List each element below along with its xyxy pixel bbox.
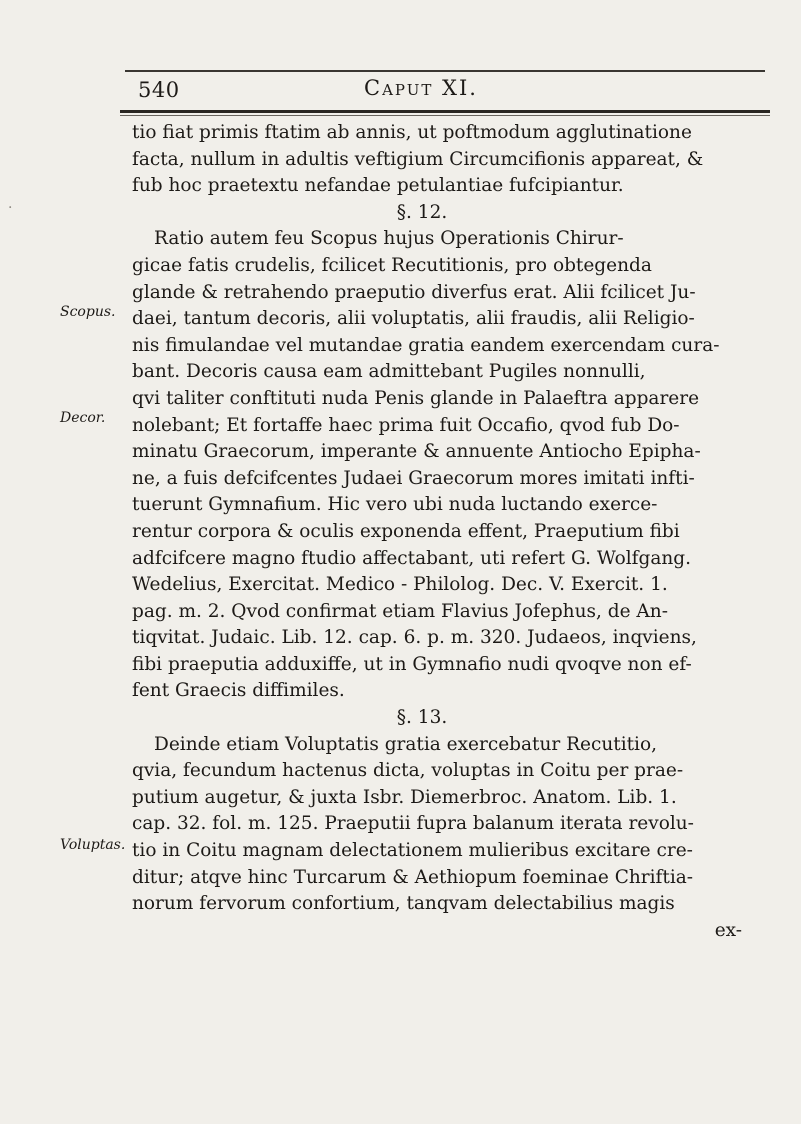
margin-note-decor: Decor. bbox=[60, 410, 106, 426]
text-line: facta, nullum in adultis veftigium Circumcifionis appareat, & bbox=[132, 148, 704, 170]
text-line: cap. 32. fol. m. 125. Praeputii fupra balanum iterata revolu- bbox=[132, 813, 694, 835]
text-line: putium augetur, & juxta Isbr. Diemerbroc. Anatom. Lib. 1. bbox=[132, 786, 677, 808]
text-line: tio fiat primis ftatim ab annis, ut poftmodum agglutinatione bbox=[132, 122, 692, 143]
text-line: tio in Coitu magnam delectationem mulieribus excitare cre- bbox=[132, 840, 693, 862]
edge-mark: · bbox=[8, 200, 13, 216]
body-text bbox=[132, 120, 772, 944]
top-rule bbox=[125, 70, 765, 72]
text-line: bant. Decoris causa eam admittebant Pugiles nonnulli, bbox=[132, 361, 646, 383]
text-line: nis fimulandae vel mutandae gratia eandem exercendam cura- bbox=[132, 334, 720, 356]
text-line: ne, a fuis defcifcentes Judaei Graecorum mores imitati infti- bbox=[132, 467, 695, 489]
page-header bbox=[116, 74, 766, 108]
text-line: Ratio autem feu Scopus hujus Operationis Chirur- bbox=[154, 228, 624, 250]
text-line: gicae fatis crudelis, fcilicet Recutitionis, pro obtegenda bbox=[132, 254, 652, 276]
text-line: glande & retrahendo praeputio diverfus erat. Alii fcilicet Ju- bbox=[132, 281, 696, 303]
header-rule-thin bbox=[120, 115, 770, 116]
header-rule bbox=[120, 110, 770, 113]
text-line: fibi praeputia adduxiffe, ut in Gymnafio nudi qvoqve non ef- bbox=[132, 653, 692, 675]
page-number: 540 bbox=[138, 78, 180, 102]
text-line: ditur; atqve hinc Turcarum & Aethiopum foeminae Chriftia- bbox=[132, 866, 694, 888]
text-line: qvi taliter conftituti nuda Penis glande in Palaeftra apparere bbox=[132, 387, 700, 409]
text-line: norum fervorum confortium, tanqvam delectabilius magis bbox=[132, 893, 675, 915]
text-line: Deinde etiam Voluptatis gratia exercebatur Recutitio, bbox=[154, 733, 657, 755]
text-line: tiqvitat. Judaic. Lib. 12. cap. 6. p. m. 320. Judaeos, inqviens, bbox=[132, 627, 697, 649]
text-line: daei, tantum decoris, alii voluptatis, alii fraudis, alii Religio- bbox=[132, 308, 695, 330]
text-line: fent Graecis diffimiles. bbox=[132, 680, 345, 702]
text-line: rentur corpora & oculis exponenda effent, Praeputium fibi bbox=[132, 520, 680, 542]
text-line: Wedelius, Exercitat. Medico - Philolog. Dec. V. Exercit. 1. bbox=[132, 574, 668, 596]
section-number: §. 13. bbox=[396, 707, 448, 729]
text-line: fub hoc praetextu nefandae petulantiae fufcipiantur. bbox=[132, 175, 624, 197]
text-line: tuerunt Gymnafium. Hic vero ubi nuda luctando exerce- bbox=[132, 494, 658, 516]
running-head: Caput XI. bbox=[364, 76, 478, 100]
margin-note-voluptas: Voluptas. bbox=[60, 837, 126, 853]
text-line: adfcifcere magno ftudio affectabant, uti refert G. Wolfgang. bbox=[132, 547, 692, 569]
catchword: ex- bbox=[714, 919, 742, 941]
margin-note-scopus: Scopus. bbox=[60, 304, 116, 320]
text-line: qvia, fecundum hactenus dicta, voluptas in Coitu per prae- bbox=[132, 760, 684, 782]
text-line: minatu Graecorum, imperante & annuente Antiocho Epipha- bbox=[132, 441, 701, 463]
text-line: pag. m. 2. Qvod confirmat etiam Flavius Jofephus, de An- bbox=[132, 600, 668, 622]
text-line: nolebant; Et fortaffe haec prima fuit Occafio, qvod fub Do- bbox=[132, 414, 680, 436]
section-number: §. 12. bbox=[396, 201, 448, 223]
